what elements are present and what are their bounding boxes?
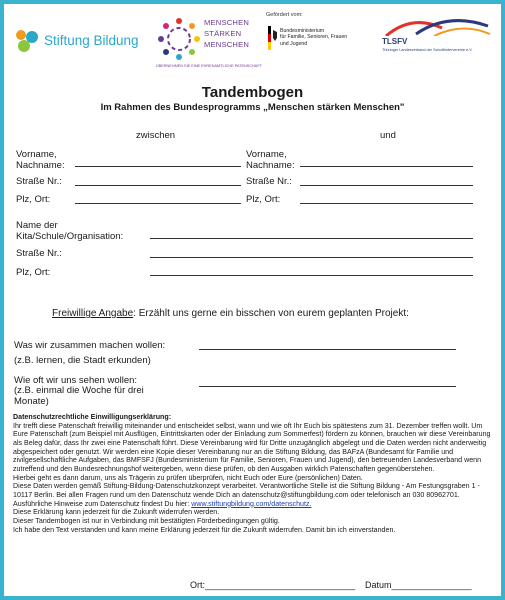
right-name-label-1: Vorname,	[246, 149, 287, 160]
ministry-line-2: für Familie, Senioren, Frauen	[280, 34, 348, 41]
org-name-label-1: Name der	[16, 220, 58, 231]
tlsfv-arcs-icon	[382, 16, 492, 36]
left-name-label	[16, 149, 65, 171]
right-name-label	[246, 149, 295, 171]
right-name-label-2: Nachname:	[246, 160, 295, 171]
ministry-line-1: Bundesministerium	[280, 28, 325, 34]
ministry-name	[280, 28, 347, 47]
org-name-label-2: Kita/Schule/Organisation:	[16, 231, 124, 242]
tlsfv-logo	[382, 16, 498, 60]
date-field[interactable]: Datum________________	[365, 580, 472, 590]
q1-field[interactable]	[199, 349, 456, 350]
ministry-logo	[266, 24, 376, 64]
stiftung-bildung-wordmark: Stiftung Bildung	[44, 33, 139, 48]
place-field[interactable]: Ort:______________________________	[190, 580, 356, 590]
org-city-label: Plz, Ort:	[16, 267, 51, 278]
menschen-staerken-menschen-logo	[156, 12, 266, 68]
org-name-label	[16, 220, 123, 242]
voluntary-heading-title: Freiwillige Angabe	[52, 308, 134, 319]
tlsfv-subtitle: Thüringer Landesverband der Schulfördervereine e.V.	[382, 48, 473, 52]
stiftung-bildung-mark-icon	[12, 28, 42, 54]
right-city-field[interactable]	[300, 203, 473, 204]
and-label: und	[380, 130, 396, 141]
q1-label: Was wir zusammen machen wollen:	[14, 340, 166, 351]
q2-hint-2: Monate)	[14, 396, 49, 407]
voluntary-heading	[52, 308, 409, 319]
privacy-paragraph-7: Ich habe den Text verstanden und kann meine Erklärung jederzeit für die Zukunft widerrufen. Damit bin ich einverstanden.	[13, 525, 396, 534]
privacy-link[interactable]: www.stiftungbildung.com/datenschutz.	[191, 499, 312, 508]
msm-tagline: ÜBERNEHMEN SIE EINE EHRENAMTLICHE PATENSCHAFT	[156, 64, 262, 68]
privacy-paragraph-4	[13, 500, 495, 509]
q2-hint	[14, 385, 144, 407]
left-city-field[interactable]	[75, 203, 241, 204]
msm-line-3: MENSCHEN	[204, 40, 250, 49]
right-city-label: Plz, Ort:	[246, 194, 281, 205]
left-street-label: Straße Nr.:	[16, 176, 62, 187]
ministry-line-3: und Jugend	[280, 40, 308, 47]
left-name-field[interactable]	[75, 166, 241, 167]
msm-line-1: MENSCHEN	[204, 18, 250, 27]
stiftung-bildung-logo	[12, 26, 142, 56]
left-street-field[interactable]	[75, 185, 241, 186]
privacy-paragraph-2: Hierbei geht es dann darum, uns als Trägerin zu prüfen überprüfen, nicht Euch oder Eure (persönlichen) Daten.	[13, 473, 363, 482]
funded-by-label: Gefördert vom:	[266, 12, 303, 18]
privacy-link-prefix: Ausführliche Hinweise zum Datenschutz findest Du hier:	[13, 499, 192, 508]
org-name-field[interactable]	[150, 238, 473, 239]
form-sheet	[4, 4, 501, 596]
privacy-paragraph-5: Diese Erklärung kann jederzeit für die Zukunft widerrufen werden.	[13, 508, 220, 517]
org-city-field[interactable]	[150, 275, 473, 276]
org-street-label: Straße Nr.:	[16, 248, 62, 259]
page-title: Tandembogen	[201, 84, 304, 101]
federal-eagle-flag-icon	[268, 26, 278, 50]
privacy-paragraph-1: Ihr trefft diese Patenschaft freiwillig miteinander und entscheidet selbst, wann und wie oft Ihr Euch bis spätestens zum 31. Dezember treffen wollt. Um Eure Patenschaft (zum Beispiel mit Ausflügen, Eintrittskarten oder der Einladung zum Sommerfest) fördern zu können, brauchen wir diese Vereinbarung als Beleg dafür, dass Ihr zwei eine Patenschaft führt. Diese Vereinbarung wird für Dritte unzugänglich abgelegt und die Daten werden nicht anderweitig abgespeichert oder genutzt. Wir werden eine Kopie dieser Vereinbarung nur an die Stiftung Bildung, das BAFzA (Bundesamt für Familie und zivilgesellschaftliche Aufgaben, das BMFSFJ (Bundesministerium für Familie, Senioren, Frauen und Jugend), den betreuenden Landesverband wenn zutreffend und den Bundesrechnungshof weitergeben, wenn diese prüfen, ob den Ausgaben wirklich Patenschaften gegenüberstehen.	[13, 421, 491, 473]
page-subtitle: Im Rahmen des Bundesprogramms „Menschen stärken Menschen"	[100, 102, 405, 113]
privacy-heading: Datenschutzrechtliche Einwilligungserklärung:	[13, 413, 172, 421]
privacy-paragraph-3: Diese Daten werden gemäß Stiftung-Bildung-Datenschutzkonzept verarbeitet. Verantwortliche Stelle ist die Stiftung Bildung - Am Festungsgraben 1 - 10117 Berlin. Bei allen Fragen rund um den Datenschutz wende Dich an datenschutz@stiftungbildung.com oder telefonisch an 030 80962701.	[13, 482, 480, 499]
between-label: zwischen	[136, 130, 176, 141]
left-city-label: Plz, Ort:	[16, 194, 51, 205]
left-name-label-2: Nachname:	[16, 160, 65, 171]
msm-line-2: STÄRKEN	[204, 29, 242, 38]
privacy-declaration	[13, 413, 495, 534]
org-street-field[interactable]	[150, 257, 473, 258]
people-circle-icon	[156, 16, 202, 62]
q2-hint-1: (z.B. einmal die Woche für drei	[14, 385, 144, 396]
tlsfv-name: TLSFV	[382, 37, 408, 46]
right-street-label: Straße Nr.:	[246, 176, 292, 187]
right-name-field[interactable]	[300, 166, 473, 167]
left-name-label-1: Vorname,	[16, 149, 57, 160]
q2-label: Wie oft wir uns sehen wollen:	[14, 375, 138, 386]
privacy-paragraph-6: Dieser Tandembogen ist nur in Verbindung mit bestätigten Förderbedingungen gültig.	[13, 516, 280, 525]
q2-field[interactable]	[199, 386, 456, 387]
right-street-field[interactable]	[300, 185, 473, 186]
q1-hint: (z.B. lernen, die Stadt erkunden)	[14, 355, 151, 366]
voluntary-heading-intro: : Erzählt uns gerne ein bisschen von eurem geplanten Projekt:	[133, 308, 409, 319]
